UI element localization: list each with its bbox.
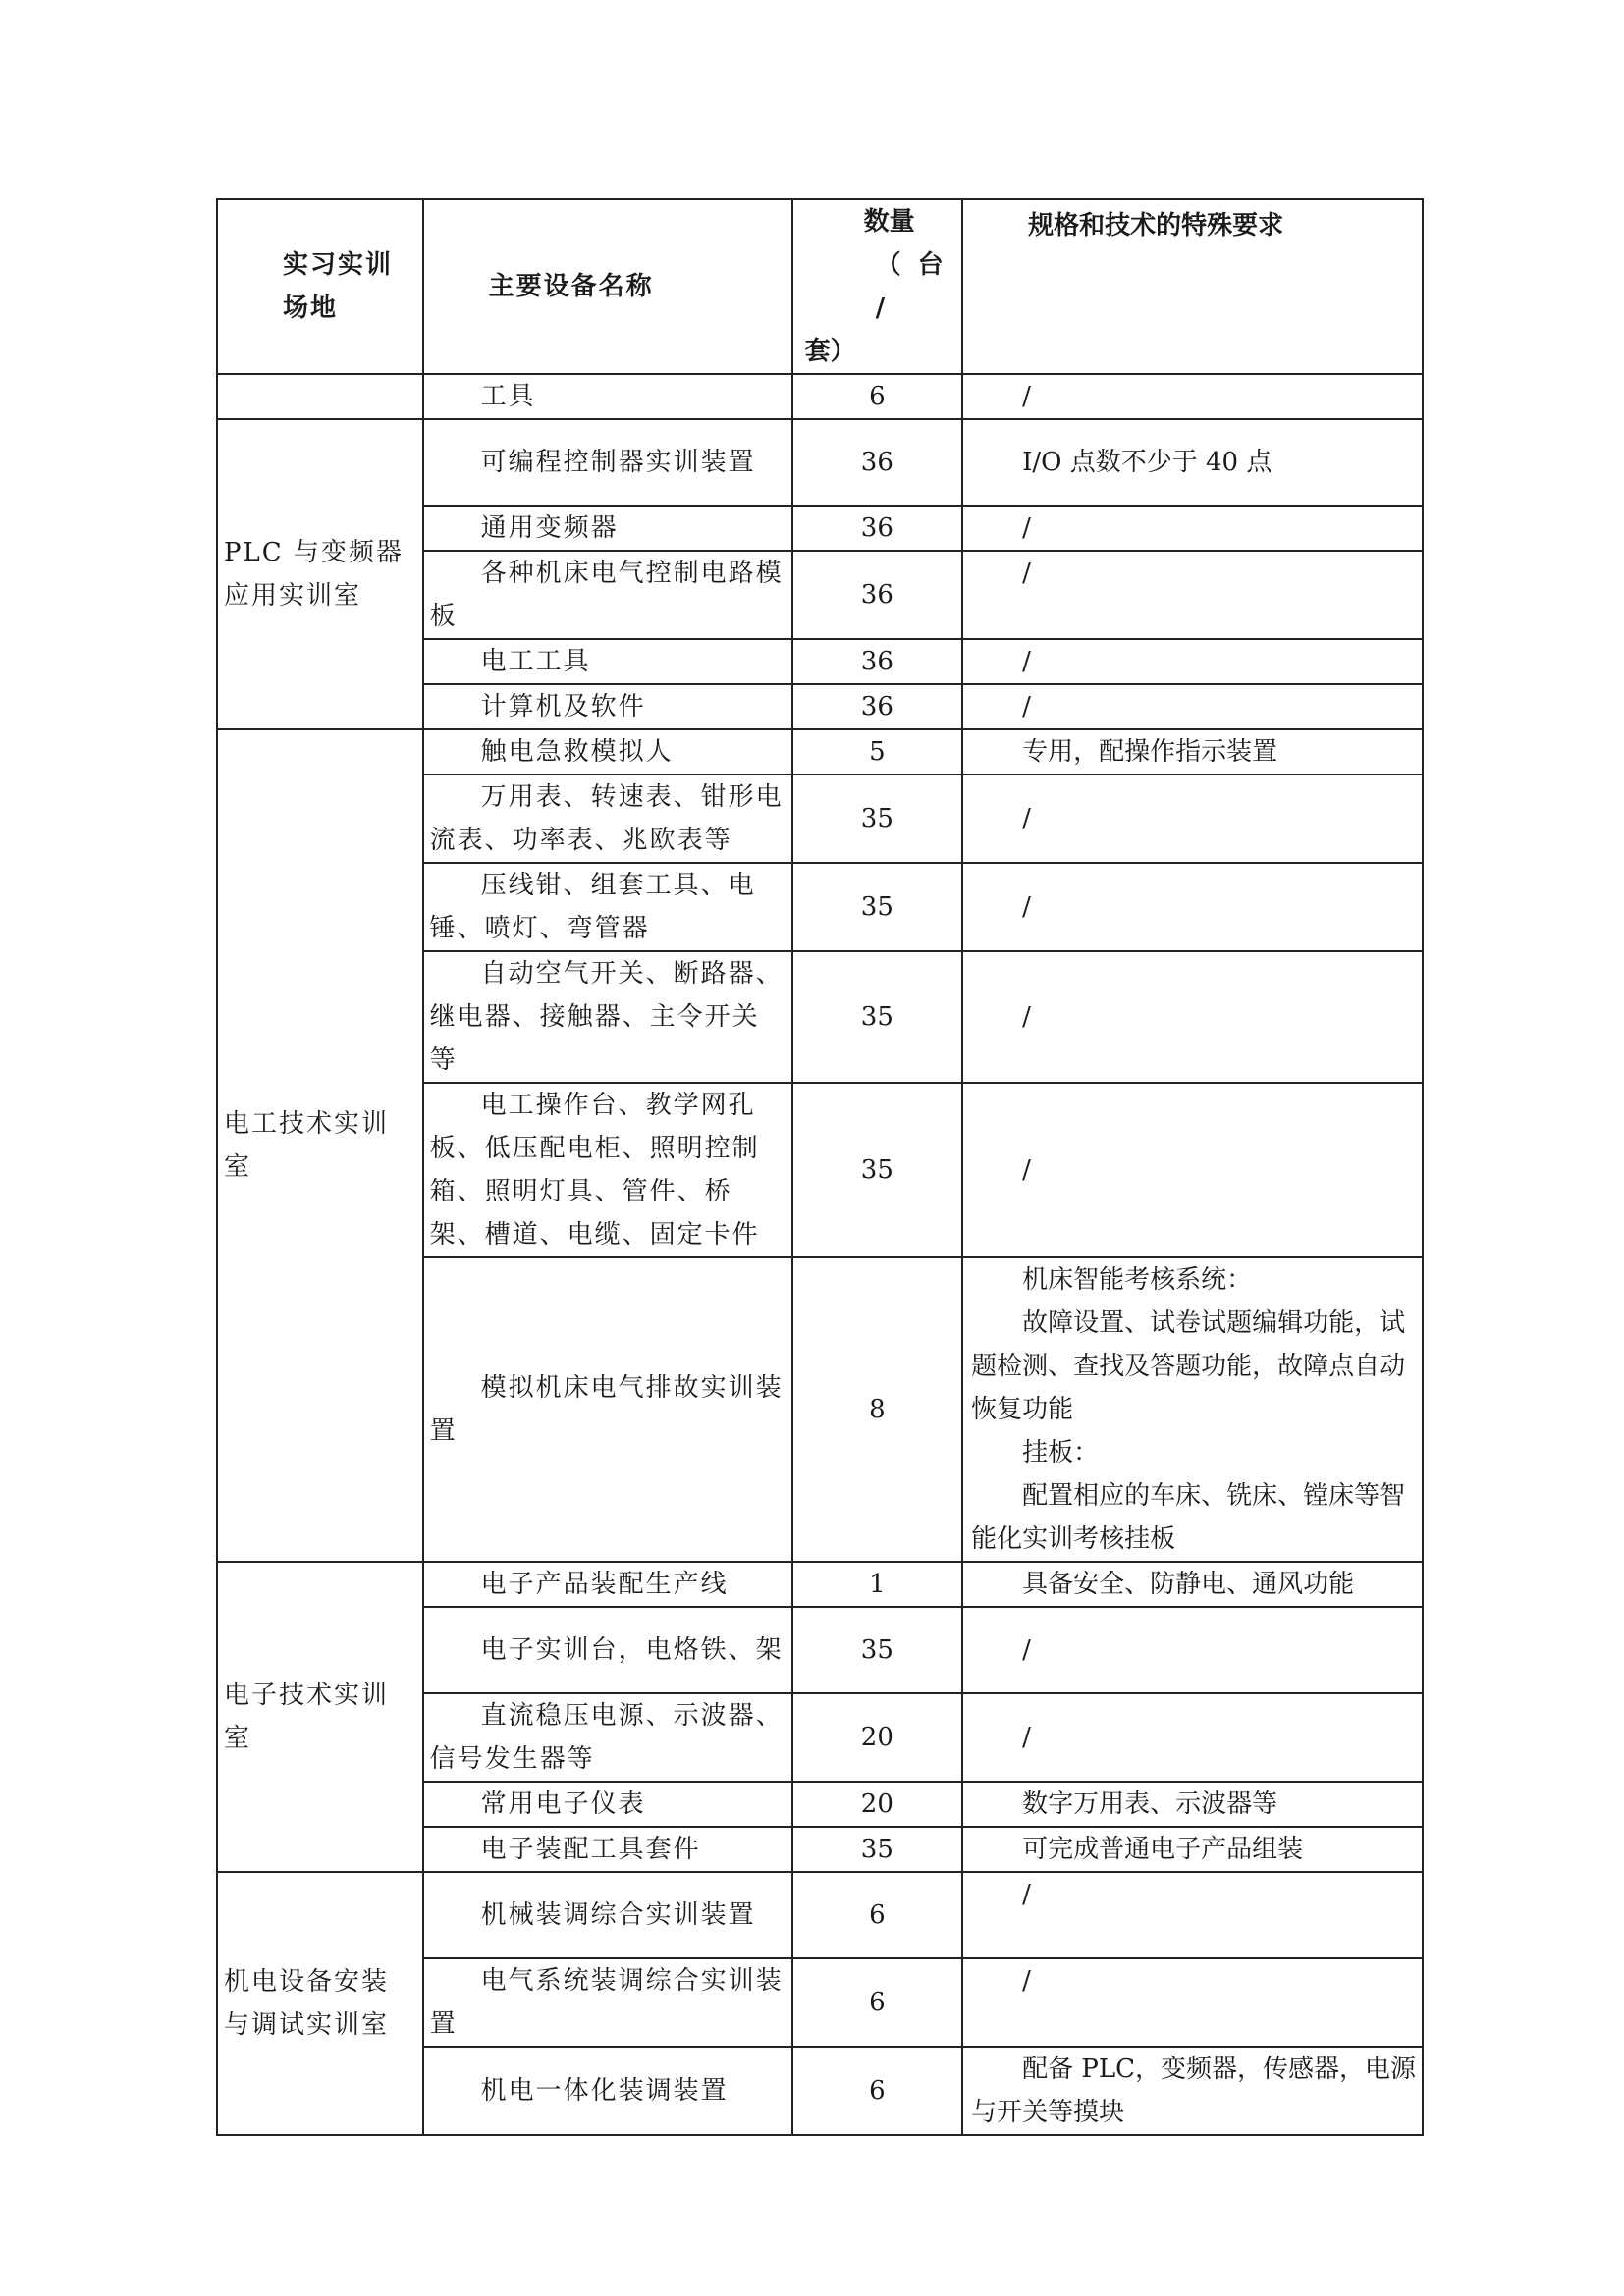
- equipment-name: 工具: [423, 374, 792, 419]
- equipment-qty: 1: [792, 1562, 963, 1607]
- equipment-qty: 36: [792, 506, 963, 551]
- header-site-line2: 场地: [283, 294, 339, 323]
- equipment-name: 电子产品装配生产线: [423, 1562, 792, 1607]
- spec-text: /: [1022, 692, 1031, 721]
- header-quantity-line2: （ 台 /: [875, 250, 947, 323]
- table-row: [217, 1872, 1423, 1958]
- equipment-spec: [962, 639, 1423, 684]
- equipment-spec: [962, 951, 1423, 1083]
- spec-text: /: [1022, 647, 1031, 676]
- equipment-qty: 35: [792, 774, 963, 863]
- equipment-spec: [962, 551, 1423, 639]
- header-quantity-line1: 数量: [863, 207, 915, 237]
- spec-text: 专用，配操作指示装置: [1022, 737, 1278, 767]
- equipment-spec: [962, 2047, 1423, 2135]
- site-electrical: 电工技术实训室: [217, 729, 423, 1562]
- equipment-name: 电子实训台，电烙铁、架: [423, 1607, 792, 1693]
- table-row: [217, 419, 1423, 506]
- spec-text: /: [1022, 1002, 1031, 1032]
- equipment-qty: 20: [792, 1782, 963, 1827]
- equipment-spec: [962, 419, 1423, 506]
- site-plc: PLC 与变频器应用实训室: [217, 419, 423, 729]
- equipment-spec: [962, 374, 1423, 419]
- equipment-name: 模拟机床电气排故实训装置: [423, 1257, 792, 1562]
- equipment-spec: [962, 1958, 1423, 2047]
- equipment-name: 计算机及软件: [423, 684, 792, 729]
- equipment-spec: [962, 1257, 1423, 1562]
- equipment-qty: 36: [792, 551, 963, 639]
- equipment-qty: 35: [792, 951, 963, 1083]
- equipment-name: 电工操作台、教学网孔板、低压配电柜、照明控制箱、照明灯具、管件、桥架、槽道、电缆、固定卡件: [423, 1083, 792, 1257]
- spec-text: /: [1022, 559, 1031, 588]
- spec-text: /: [1022, 1723, 1031, 1752]
- equipment-spec: [962, 774, 1423, 863]
- spec-text: /: [1022, 513, 1031, 543]
- equipment-name: 通用变频器: [423, 506, 792, 551]
- equipment-spec: [962, 1607, 1423, 1693]
- equipment-qty: 6: [792, 1958, 963, 2047]
- spec-text: /: [1022, 1966, 1031, 1996]
- equipment-qty: 35: [792, 1827, 963, 1872]
- equipment-qty: 6: [792, 2047, 963, 2135]
- equipment-qty: 35: [792, 1607, 963, 1693]
- spec-text: /: [1022, 892, 1031, 922]
- table-row: [217, 729, 1423, 774]
- equipment-name: 机电一体化装调装置: [423, 2047, 792, 2135]
- equipment-name: 触电急救模拟人: [423, 729, 792, 774]
- spec-text: 可完成普通电子产品组装: [1022, 1835, 1304, 1864]
- equipment-name: 机械装调综合实训装置: [423, 1872, 792, 1958]
- header-site: [217, 199, 423, 374]
- table-header-row: [217, 199, 1423, 374]
- equipment-qty: 35: [792, 1083, 963, 1257]
- spec-text: /: [1022, 804, 1031, 833]
- spec-text: I/O 点数不少于 40 点: [1022, 448, 1272, 477]
- equipment-spec: [962, 1083, 1423, 1257]
- site-cell-empty: [217, 374, 423, 419]
- equipment-spec: [962, 863, 1423, 951]
- equipment-qty: 6: [792, 374, 963, 419]
- equipment-qty: 36: [792, 419, 963, 506]
- header-quantity: [792, 199, 963, 374]
- header-site-line1: 实习实训: [283, 250, 394, 280]
- equipment-qty: 8: [792, 1257, 963, 1562]
- equipment-qty: 6: [792, 1872, 963, 1958]
- header-equipment: 主要设备名称: [423, 199, 792, 374]
- equipment-qty: 35: [792, 863, 963, 951]
- equipment-name: 压线钳、组套工具、电锤、喷灯、弯管器: [423, 863, 792, 951]
- header-spec: 规格和技术的特殊要求: [962, 199, 1423, 374]
- equipment-spec: [962, 729, 1423, 774]
- spec-text: 故障设置、试卷试题编辑功能，试题检测、查找及答题功能，故障点自动恢复功能: [971, 1308, 1406, 1424]
- equipment-qty: 20: [792, 1693, 963, 1782]
- equipment-name: 各种机床电气控制电路模板: [423, 551, 792, 639]
- equipment-spec: [962, 506, 1423, 551]
- spec-text: /: [1022, 1880, 1031, 1909]
- spec-text: /: [1022, 1155, 1031, 1185]
- spec-text: 挂板：: [1022, 1438, 1100, 1468]
- equipment-qty: 36: [792, 639, 963, 684]
- equipment-spec: [962, 1693, 1423, 1782]
- equipment-spec: [962, 684, 1423, 729]
- spec-text: /: [1022, 1635, 1031, 1665]
- spec-text: 配备 PLC，变频器，传感器，电源与开关等摸块: [971, 2055, 1417, 2127]
- site-mechatronics: 机电设备安装与调试实训室: [217, 1872, 423, 2135]
- equipment-spec: [962, 1872, 1423, 1958]
- equipment-name: 自动空气开关、断路器、继电器、接触器、主令开关等: [423, 951, 792, 1083]
- spec-text: 配置相应的车床、铣床、镗床等智能化实训考核挂板: [971, 1481, 1406, 1554]
- equipment-table: [216, 198, 1424, 2136]
- equipment-spec: [962, 1562, 1423, 1607]
- equipment-qty: 36: [792, 684, 963, 729]
- table-row: [217, 374, 1423, 419]
- equipment-name: 可编程控制器实训装置: [423, 419, 792, 506]
- equipment-name: 电子装配工具套件: [423, 1827, 792, 1872]
- equipment-name: 常用电子仪表: [423, 1782, 792, 1827]
- spec-text: /: [1022, 382, 1031, 411]
- equipment-name: 直流稳压电源、示波器、信号发生器等: [423, 1693, 792, 1782]
- equipment-name: 万用表、转速表、钳形电流表、功率表、兆欧表等: [423, 774, 792, 863]
- spec-text: 具备安全、防静电、通风功能: [1022, 1570, 1355, 1599]
- equipment-name: 电气系统装调综合实训装置: [423, 1958, 792, 2047]
- spec-text: 机床智能考核系统：: [1022, 1265, 1253, 1295]
- equipment-name: 电工工具: [423, 639, 792, 684]
- table-row: [217, 1562, 1423, 1607]
- header-quantity-line3: 套）: [804, 337, 856, 366]
- equipment-qty: 5: [792, 729, 963, 774]
- spec-text: 数字万用表、示波器等: [1022, 1789, 1278, 1819]
- equipment-spec: [962, 1827, 1423, 1872]
- site-electronics: 电子技术实训室: [217, 1562, 423, 1872]
- equipment-spec: [962, 1782, 1423, 1827]
